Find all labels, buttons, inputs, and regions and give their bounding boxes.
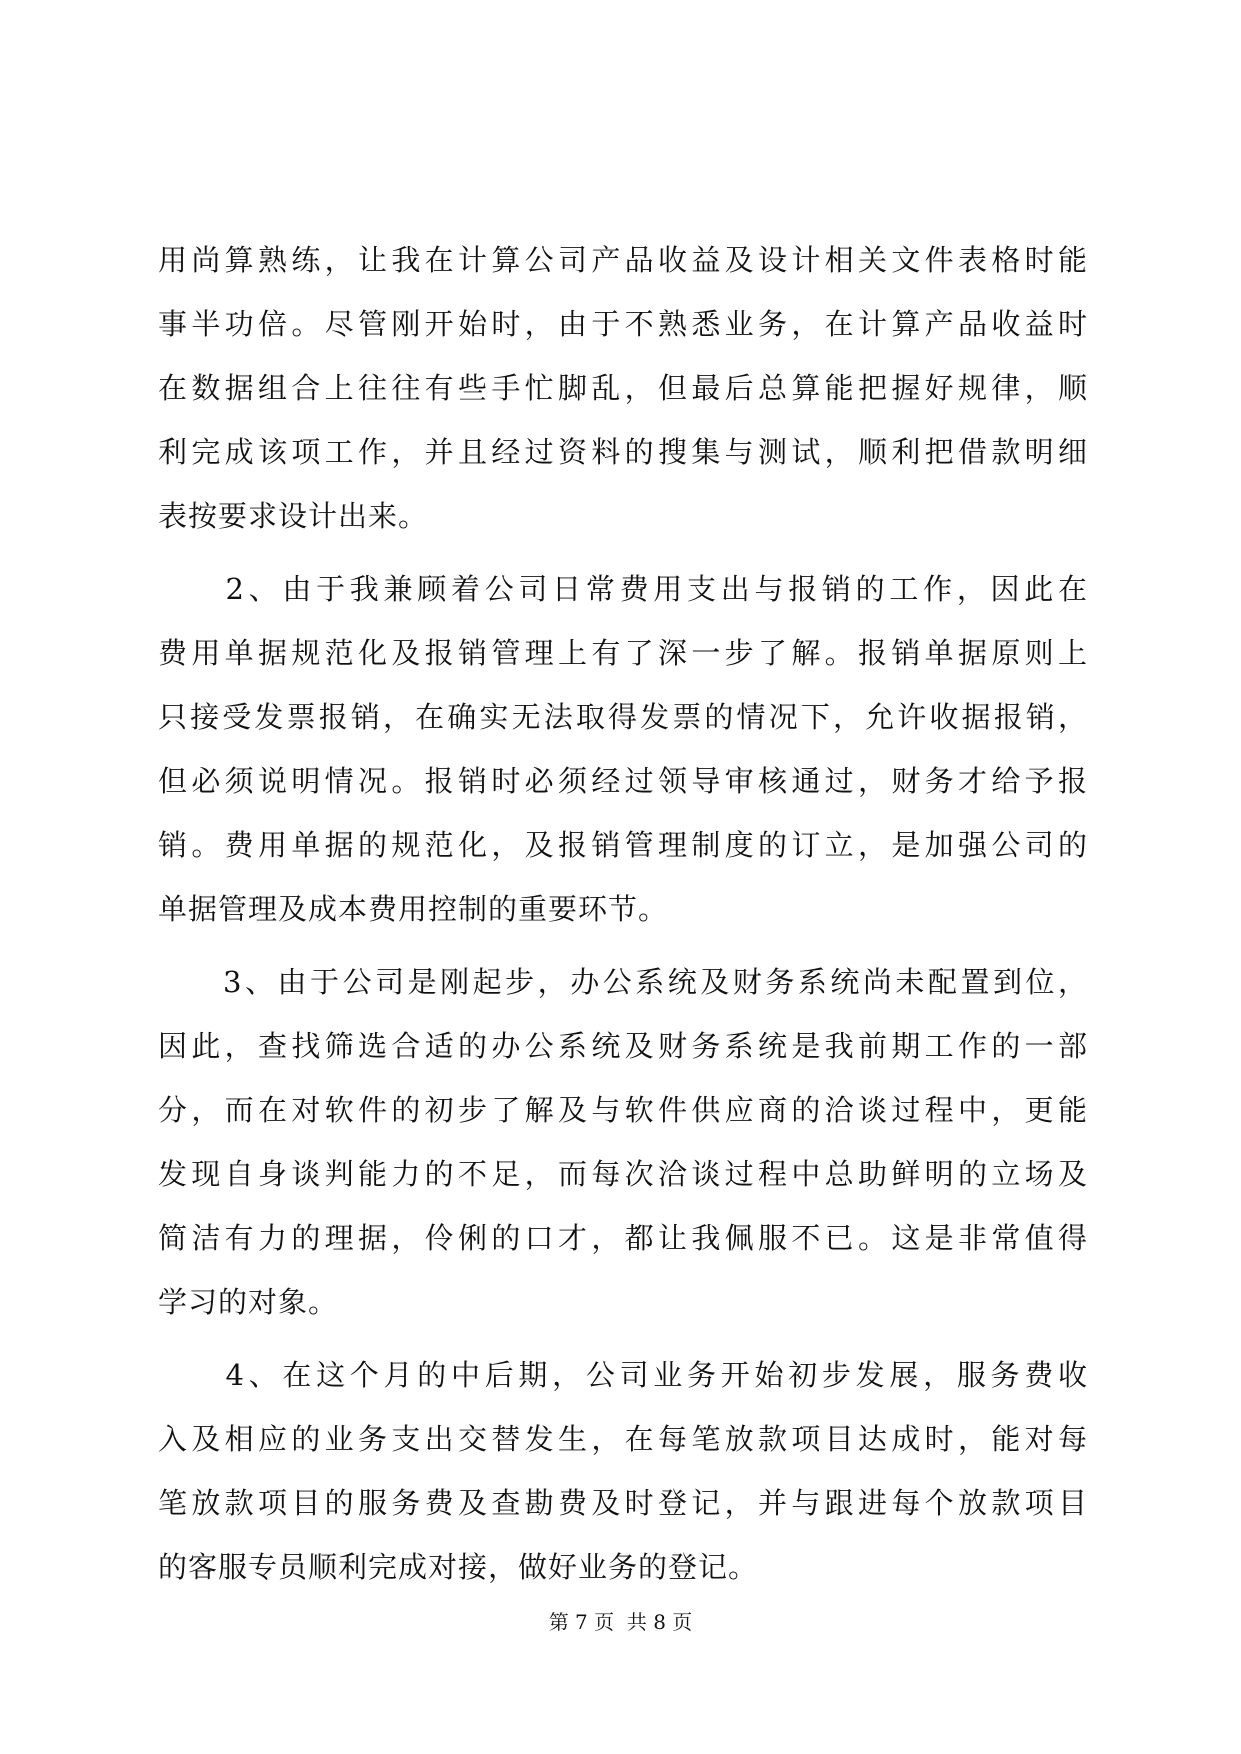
text-line: 2、由于我兼顾着公司日常费用支出与报销的工作，因此在 [158,572,1088,606]
document-body [158,228,1088,1599]
paragraph-spacer [158,941,1088,950]
text-line: 表按要求设计出来。 [158,499,429,533]
paragraph-2 [158,557,1088,941]
text-line: 学习的对象。 [158,1285,339,1319]
text-line: 但必须说明情况。报销时必须经过领导审核通过，财务才给予报 [158,764,1088,798]
text-line: 的客服专员顺利完成对接，做好业务的登记。 [158,1550,759,1584]
text-line: 事半功倍。尽管刚开始时，由于不熟悉业务，在计算产品收益时 [158,307,1088,341]
text-line: 单据管理及成本费用控制的重要环节。 [158,892,669,926]
text-line: 在数据组合上往往有些手忙脚乱，但最后总算能把握好规律，顺 [158,371,1088,405]
text-line: 利完成该项工作，并且经过资料的搜集与测试，顺利把借款明细 [158,435,1088,469]
text-line: 3、由于公司是刚起步，办公系统及财务系统尚未配置到位， [158,965,1088,999]
text-line: 分，而在对软件的初步了解及与软件供应商的洽谈过程中，更能 [158,1093,1088,1127]
page-number-footer: 第 7 页 共 8 页 [548,1610,693,1634]
text-line: 简洁有力的理据，伶俐的口才，都让我佩服不已。这是非常值得 [158,1221,1088,1255]
text-line: 4、在这个月的中后期，公司业务开始初步发展，服务费收 [158,1358,1088,1392]
text-line: 只接受发票报销，在确实无法取得发票的情况下，允许收据报销， [158,700,1088,734]
text-line: 用尚算熟练，让我在计算公司产品收益及设计相关文件表格时能 [158,243,1088,277]
text-line: 笔放款项目的服务费及查勘费及时登记，并与跟进每个放款项目 [158,1486,1088,1520]
text-line: 销。费用单据的规范化，及报销管理制度的订立，是加强公司的 [158,828,1088,862]
paragraph-spacer [158,1334,1088,1343]
text-line: 发现自身谈判能力的不足，而每次洽谈过程中总助鲜明的立场及 [158,1157,1088,1191]
paragraph-4 [158,1343,1088,1599]
text-line: 费用单据规范化及报销管理上有了深一步了解。报销单据原则上 [158,636,1088,670]
text-line: 因此，查找筛选合适的办公系统及财务系统是我前期工作的一部 [158,1029,1088,1063]
paragraph-spacer [158,548,1088,557]
paragraph-1 [158,228,1088,548]
paragraph-3 [158,950,1088,1334]
text-line: 入及相应的业务支出交替发生，在每笔放款项目达成时，能对每 [158,1422,1088,1456]
